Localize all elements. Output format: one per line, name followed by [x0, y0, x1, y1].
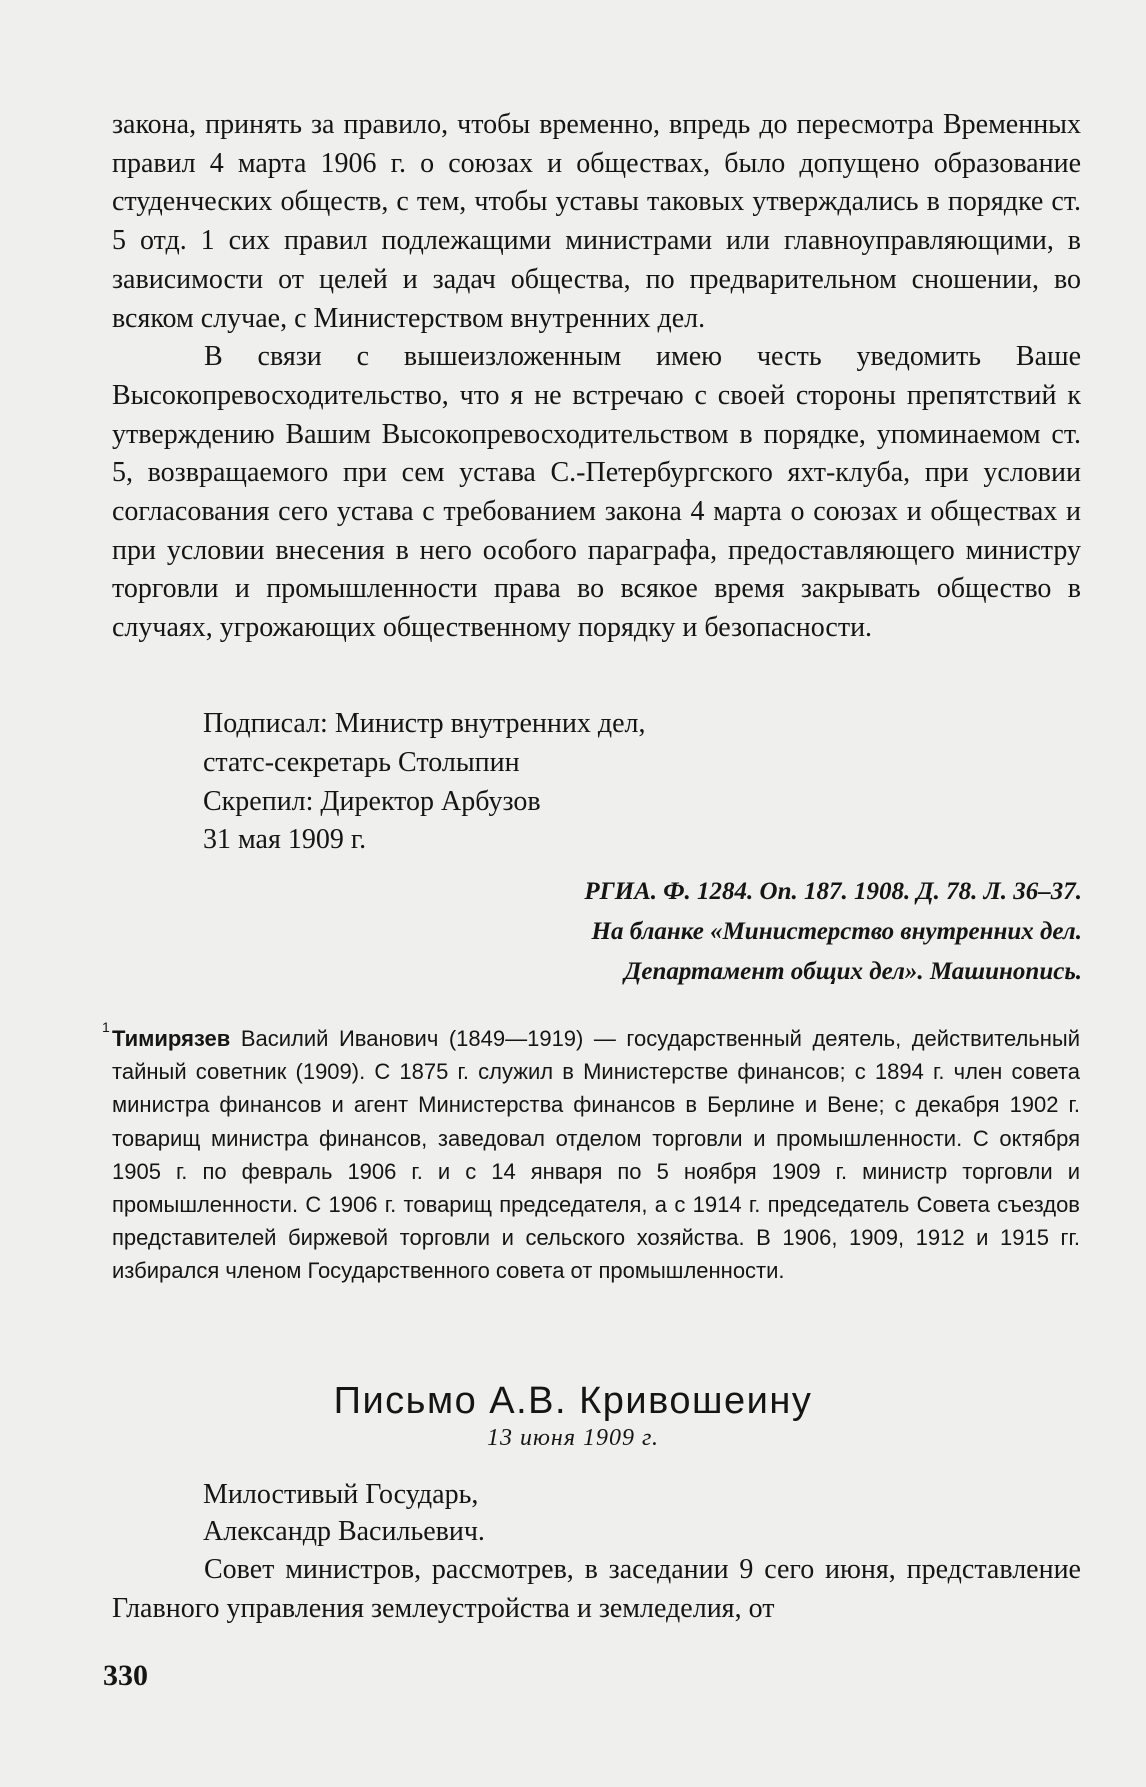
footnote-marker: 1: [102, 1019, 110, 1035]
letter-body: [112, 1551, 1081, 1628]
signature-line: статс-секретарь Столыпин: [203, 746, 520, 778]
archival-source: [584, 872, 1082, 992]
source-line: Департамент общих дел». Машинопись.: [624, 958, 1082, 985]
salutation: [203, 1476, 485, 1550]
footnote-name: Тимирязев: [112, 1026, 231, 1051]
letter-title: Письмо А.В. Кривошеину: [333, 1380, 813, 1422]
paragraph: В связи с вышеизложенным имею честь уведомить Ваше Высокопревосходительство, что я не встречаю с своей стороны препятствий к утверждению Вашим Высокопревосходительством в порядке, упоминаемом ст. 5, возвращаемого при сем устава С.-Петербургского яхт-клуба, при условии согласования сего устава с требованием закона 4 марта о союзах и обществах и при условии внесения в него особого параграфа, предоставляющего министру торговли и промышленности права во всякое время закрывать общество в случаях, угрожающих общественному порядку и безопасности.: [112, 341, 1081, 644]
paragraph: Совет министров, рассмотрев, в заседании 9 сего июня, представление Главного управления землеустройства и земледелия, от: [112, 1554, 1081, 1624]
source-line: РГИА. Ф. 1284. Оп. 187. 1908. Д. 78. Л. 36–37.: [584, 878, 1082, 905]
source-line: На бланке «Министерство внутренних дел.: [591, 918, 1082, 945]
paragraph: закона, принять за правило, чтобы временно, впредь до пересмотра Временных правил 4 марта 1906 г. о союзах и обществах, было допущено образование студенческих обществ, с тем, чтобы уставы таковых утверждались в порядке ст. 5 отд. 1 сих правил подлежащими министрами или главноуправляющими, в зависимости от целей и задач общества, по предварительном сношении, во всяком случае, с Министерством внутренних дел.: [112, 109, 1081, 334]
signature-line: Подписал: Министр внутренних дел,: [203, 708, 646, 739]
main-text: [112, 106, 1081, 648]
signature-block: [203, 705, 646, 860]
salutation-line: Александр Васильевич.: [203, 1516, 485, 1547]
signature-line: 31 мая 1909 г.: [203, 824, 367, 856]
footnote-text: Василий Иванович (1849—1919) — государственный деятель, действительный тайный советник (1909). С 1875 г. служил в Министерстве финансов; с 1894 г. член совета министра финансов и агент Министерства финансов в Берлине и Вене; с декабря 1902 г. товарищ министра финансов, заведовал отделом торговли и промышленности. С октября 1905 г. по февраль 1906 г. и с 14 января по 5 ноября 1909 г. министр торговли и промышленности. С 1906 г. товарищ председателя, а с 1914 г. председатель Совета съездов представителей биржевой торговли и сельского хозяйства. В 1906, 1909, 1912 и 1915 гг. избирался членом Государственного совета от промышленности.: [112, 1026, 1080, 1284]
page-number: 330: [103, 1659, 148, 1692]
letter-date: 13 июня 1909 г.: [486, 1425, 660, 1451]
signature-line: Скрепил: Директор Арбузов: [203, 785, 541, 817]
footnote: [102, 1019, 1080, 1288]
salutation-line: Милостивый Государь,: [203, 1479, 479, 1510]
